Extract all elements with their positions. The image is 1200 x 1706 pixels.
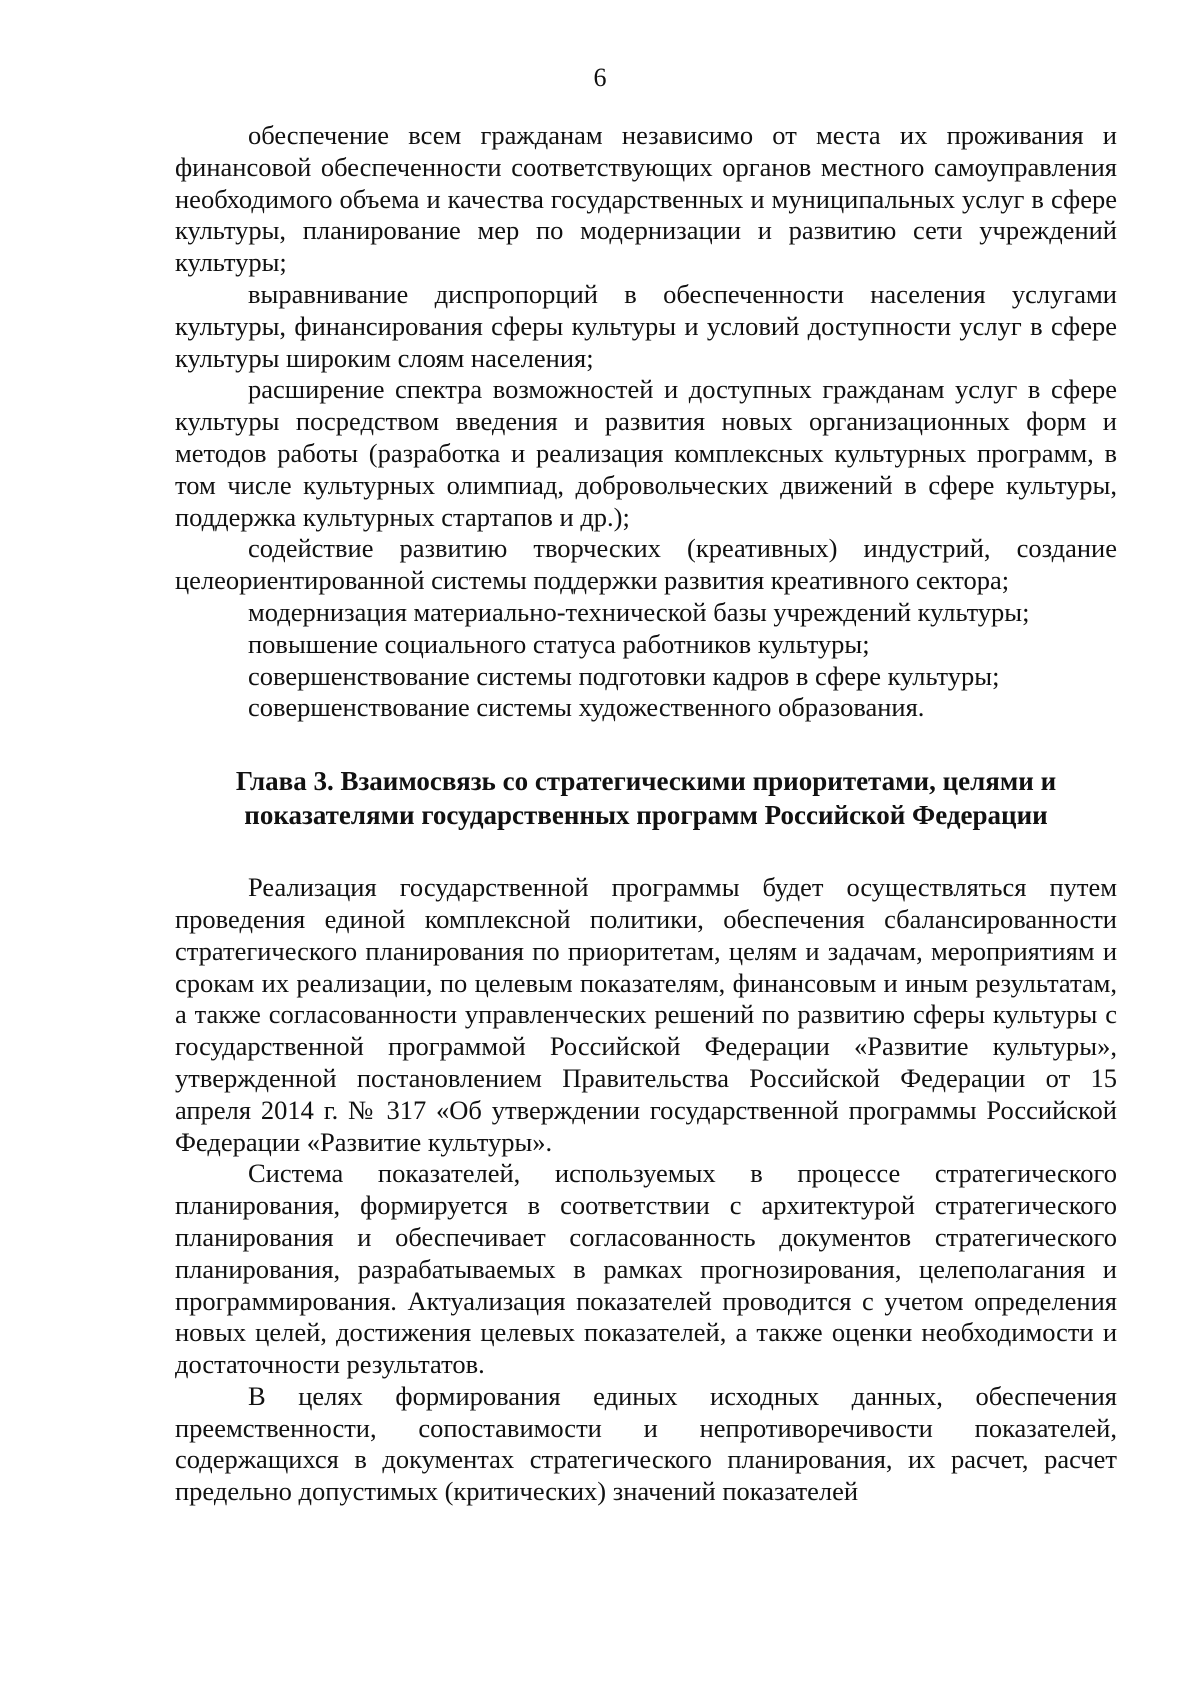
- paragraph: выравнивание диспропорций в обеспеченности населения услугами культуры, финансирования сферы культуры и условий доступности услуг в сфере культуры широким слоям населения;: [175, 278, 1117, 373]
- paragraph: содействие развитию творческих (креативных) индустрий, создание целеориентированной системы поддержки развития креативного сектора;: [175, 533, 1117, 596]
- document-body: [175, 120, 1117, 1508]
- paragraph: повышение социального статуса работников культуры;: [248, 628, 870, 659]
- chapter-heading-line: Глава 3. Взаимосвязь со стратегическими приоритетами, целями и: [235, 766, 1057, 797]
- paragraph: Реализация государственной программы будет осуществляться путем проведения единой комплексной политики, обеспечения сбалансированности стратегического планирования по приоритетам, целям и задачам, мероприятиям и срокам их реализации, по целевым показателям, финансовым и иным результатам, а также согласованности управленческих решений по развитию сферы культуры с государственной программой Российской Федерации «Развитие культуры», утвержденной постановлением Правительства Российской Федерации от 15 апреля 2014 г. № 317 «Об утверждении государственной программы Российской Федерации «Развитие культуры».: [175, 872, 1117, 1157]
- chapter-heading-line: показателями государственных программ Российской Федерации: [244, 800, 1048, 831]
- paragraph: расширение спектра возможностей и доступных гражданам услуг в сфере культуры посредством введения и развития новых организационных форм и методов работы (разработка и реализация комплексных культурных программ, в том числе культурных олимпиад, добровольческих движений в сфере культуры, поддержка культурных стартапов и др.);: [175, 374, 1117, 532]
- paragraph: совершенствование системы подготовки кадров в сфере культуры;: [248, 660, 1000, 691]
- page-number: 6: [593, 63, 607, 92]
- chapter-heading: [175, 764, 1117, 832]
- paragraph: Система показателей, используемых в процессе стратегического планирования, формируется в соответствии с архитектурой стратегического планирования и обеспечивает согласованность документов стратегического планирования, разрабатываемых в рамках прогнозирования, целеполагания и программирования. Актуализация показателей проводится с учетом определения новых целей, достижения целевых показателей, а также оценки необходимости и достаточности результатов.: [175, 1158, 1117, 1380]
- paragraph: В целях формирования единых исходных данных, обеспечения преемственности, сопоставимости и непротиворечивости показателей, содержащихся в документах стратегического планирования, их расчет, расчет предельно допустимых (критических) значений показателей: [175, 1380, 1117, 1507]
- paragraph: модернизация материально-технической базы учреждений культуры;: [248, 596, 1030, 627]
- paragraph: совершенствование системы художественного образования.: [248, 692, 925, 723]
- paragraph: обеспечение всем гражданам независимо от места их проживания и финансовой обеспеченности соответствующих органов местного самоуправления необходимого объема и качества государственных и муниципальных услуг в сфере культуры, планирование мер по модернизации и развитию сети учреждений культуры;: [175, 120, 1117, 278]
